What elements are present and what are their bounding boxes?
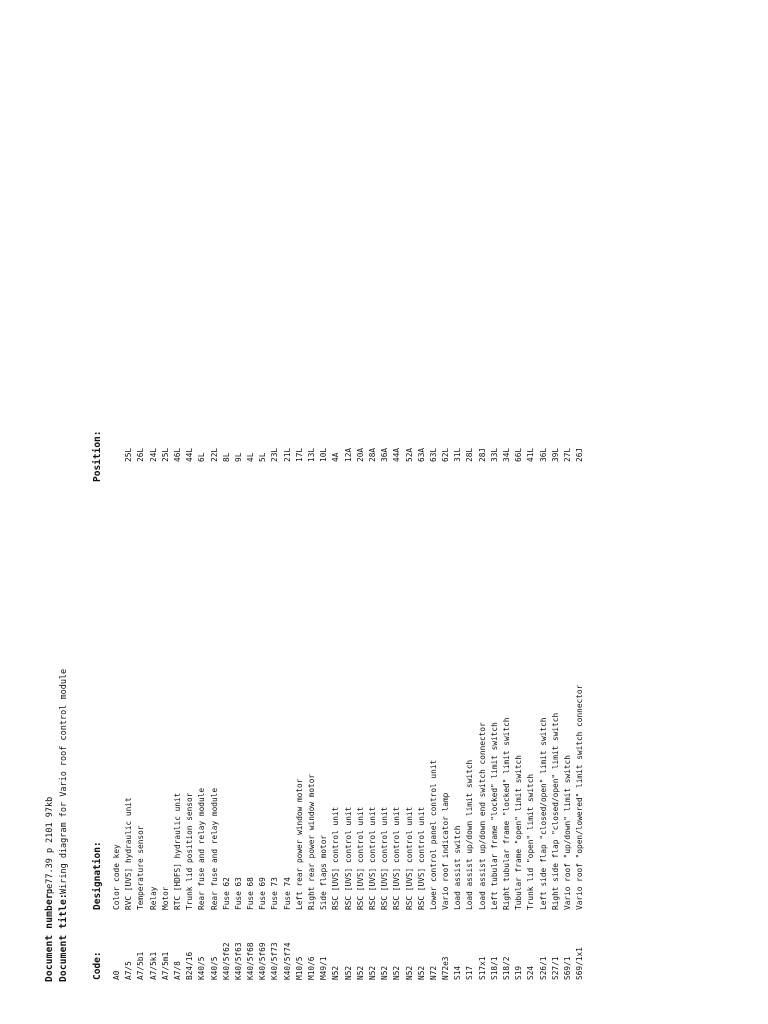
table-row — [150, 420, 162, 980]
row-position: 5L — [258, 452, 268, 462]
row-designation: Trunk lid "open" limit switch — [526, 773, 536, 910]
row-code: N52 — [404, 965, 414, 980]
row-designation: RSC [UVS] control unit — [392, 806, 402, 910]
row-code: N72 — [428, 965, 438, 980]
row-position: 41L — [526, 447, 536, 462]
row-position: 33L — [489, 447, 499, 462]
document-number-label: Document number: — [44, 887, 55, 982]
row-code: B24/16 — [185, 951, 195, 980]
row-designation: Fuse 74 — [282, 877, 292, 910]
row-designation: Fuse 62 — [221, 877, 231, 910]
row-position: 28A — [367, 447, 377, 462]
row-code: K40/5f74 — [282, 942, 292, 980]
row-code: M49/1 — [319, 956, 329, 980]
row-designation: Load assist switch — [453, 825, 463, 910]
row-position: 28L — [465, 447, 475, 462]
row-code: A0 — [112, 970, 121, 980]
document-number-value: pe77.39 p 2101 97kb — [45, 796, 55, 894]
row-code: M10/5 — [294, 956, 304, 980]
row-position: 31L — [453, 447, 463, 462]
row-designation: Rear fuse and relay module — [209, 787, 219, 910]
designation-column-header: Designation: — [92, 841, 103, 910]
position-column-header: Position: — [92, 430, 103, 482]
row-code: M10/6 — [307, 956, 316, 980]
table-row — [466, 420, 478, 980]
row-designation: RSC [UVS] control unit — [355, 806, 365, 910]
row-code: K40/5f68 — [246, 942, 256, 980]
row-designation: Left rear power window motor — [294, 778, 304, 910]
row-code: S26/1 — [538, 956, 548, 980]
row-code: A7/5m1 — [160, 951, 170, 980]
row-code: N52 — [331, 965, 341, 980]
row-position: 52A — [404, 447, 414, 462]
row-code: K40/5 — [209, 956, 219, 980]
row-position: 28J — [477, 447, 487, 462]
row-position: 25L — [124, 447, 134, 462]
row-code: S17 — [465, 965, 475, 980]
row-designation: RSC [UVS] control unit — [416, 806, 426, 910]
row-position: 62L — [441, 447, 451, 462]
table-row — [479, 420, 491, 980]
row-designation: Tubular frame "open" limit switch — [514, 755, 524, 910]
row-designation: RSC [UVS] control unit — [331, 806, 341, 910]
row-designation: Fuse 68 — [246, 877, 256, 910]
row-code: S17x1 — [477, 956, 487, 980]
row-position: 6L — [197, 452, 207, 462]
row-designation: Vario roof indicator lamp — [441, 792, 451, 910]
row-position: 46L — [172, 447, 182, 462]
row-code: N52 — [367, 965, 377, 980]
row-designation: Rear fuse and relay module — [197, 787, 207, 910]
row-designation: Relay — [148, 886, 158, 910]
row-position: 13L — [307, 447, 316, 462]
table-row — [540, 420, 552, 980]
table-row — [527, 420, 539, 980]
row-code: K40/5f69 — [258, 942, 268, 980]
row-code: K40/5f63 — [233, 942, 243, 980]
row-position: 39L — [550, 447, 560, 462]
table-row — [576, 420, 588, 980]
row-code: K40/5 — [197, 956, 207, 980]
row-designation: RSC [UVS] control unit — [367, 806, 377, 910]
row-position: 4L — [246, 452, 256, 462]
row-position: 44L — [185, 447, 195, 462]
row-designation: RSC [UVS] control unit — [404, 806, 414, 910]
row-code: S14 — [453, 965, 463, 980]
row-designation: Fuse 73 — [270, 877, 280, 910]
row-code: S18/1 — [489, 956, 499, 980]
row-position: 9L — [233, 452, 243, 462]
row-position: 20A — [355, 447, 365, 462]
row-designation: Vario roof "up/down" limit switch — [562, 755, 572, 910]
table-row — [271, 420, 283, 980]
row-code: A7/5k1 — [148, 951, 158, 980]
row-position: 22L — [209, 447, 219, 462]
table-row — [137, 420, 149, 980]
row-position: 27L — [562, 447, 572, 462]
table-row — [284, 420, 296, 980]
row-position: 24L — [148, 447, 158, 462]
row-designation: Left side flap "closed/open" limit switch — [538, 717, 548, 910]
row-position: 12A — [343, 447, 353, 462]
row-designation: Left tubular frame "locked" limit switch — [489, 722, 499, 910]
row-designation: RVC [UVS] hydraulic unit — [124, 797, 134, 910]
row-position: 25L — [160, 447, 170, 462]
row-designation: Trunk lid position sensor — [185, 792, 195, 910]
row-code: S69/1 — [562, 956, 572, 980]
row-designation: Temperature sensor — [136, 825, 146, 910]
row-position: 21L — [282, 447, 292, 462]
row-position: 4A — [331, 452, 341, 462]
row-code: S18/2 — [502, 956, 511, 980]
row-designation: Motor — [160, 886, 170, 910]
row-position: 63L — [428, 447, 438, 462]
code-column-header: Code: — [92, 951, 103, 980]
row-code: K40/5f73 — [270, 942, 280, 980]
row-designation: Fuse 63 — [233, 877, 243, 910]
row-position: 10L — [319, 447, 329, 462]
row-designation: Color code key — [112, 844, 121, 910]
document-title-value: Wiring diagram for Vario roof control module — [59, 668, 69, 894]
row-position: 23L — [270, 447, 280, 462]
row-designation: Right rear power window motor — [307, 773, 316, 910]
row-designation: Right side flap "closed/open" limit switch — [550, 712, 560, 910]
row-position: 26J — [575, 447, 585, 462]
row-designation: Vario roof "open/lowered" limit switch connector — [575, 684, 585, 910]
table-row — [406, 420, 418, 980]
table-row — [345, 420, 357, 980]
row-position: 36A — [380, 447, 390, 462]
row-code: N52 — [355, 965, 365, 980]
row-position: 17L — [294, 447, 304, 462]
row-code: S69/1x1 — [575, 947, 585, 980]
row-code: A7/5 — [124, 961, 134, 980]
row-code: S24 — [526, 965, 536, 980]
row-designation: Right tubular frame "locked" limit switch — [502, 717, 511, 910]
row-code: A7/5b1 — [136, 951, 146, 980]
row-position: 34L — [502, 447, 511, 462]
row-code: N52 — [343, 965, 353, 980]
row-designation: RTC [HDFS] hydraulic unit — [172, 792, 182, 910]
row-code: N72e3 — [441, 956, 451, 980]
table-row — [198, 420, 210, 980]
row-code: N52 — [416, 965, 426, 980]
row-position: 26L — [136, 447, 146, 462]
row-position: 8L — [221, 452, 231, 462]
row-position: 66L — [514, 447, 524, 462]
row-position: 36L — [538, 447, 548, 462]
row-code: N52 — [380, 965, 390, 980]
row-designation: RSC [UVS] control unit — [380, 806, 390, 910]
table-row — [393, 420, 405, 980]
row-designation: Load assist up/down limit switch — [465, 759, 475, 910]
document-title-label: Document title: — [58, 893, 69, 982]
row-position: 44A — [392, 447, 402, 462]
row-code: K40/5f62 — [221, 942, 231, 980]
table-row — [332, 420, 344, 980]
row-designation: Lower control panel control unit — [428, 759, 438, 910]
row-designation: Load assist up/down end switch connector — [477, 722, 487, 910]
row-code: S27/1 — [550, 956, 560, 980]
row-designation: Side flaps motor — [319, 834, 329, 910]
row-code: A7/8 — [172, 961, 182, 980]
row-code: S19 — [514, 965, 524, 980]
row-designation: RSC [UVS] control unit — [343, 806, 353, 910]
row-designation: Fuse 69 — [258, 877, 268, 910]
table-row — [211, 420, 223, 980]
parts-table — [113, 420, 588, 980]
row-code: N52 — [392, 965, 402, 980]
row-position: 63A — [416, 447, 426, 462]
